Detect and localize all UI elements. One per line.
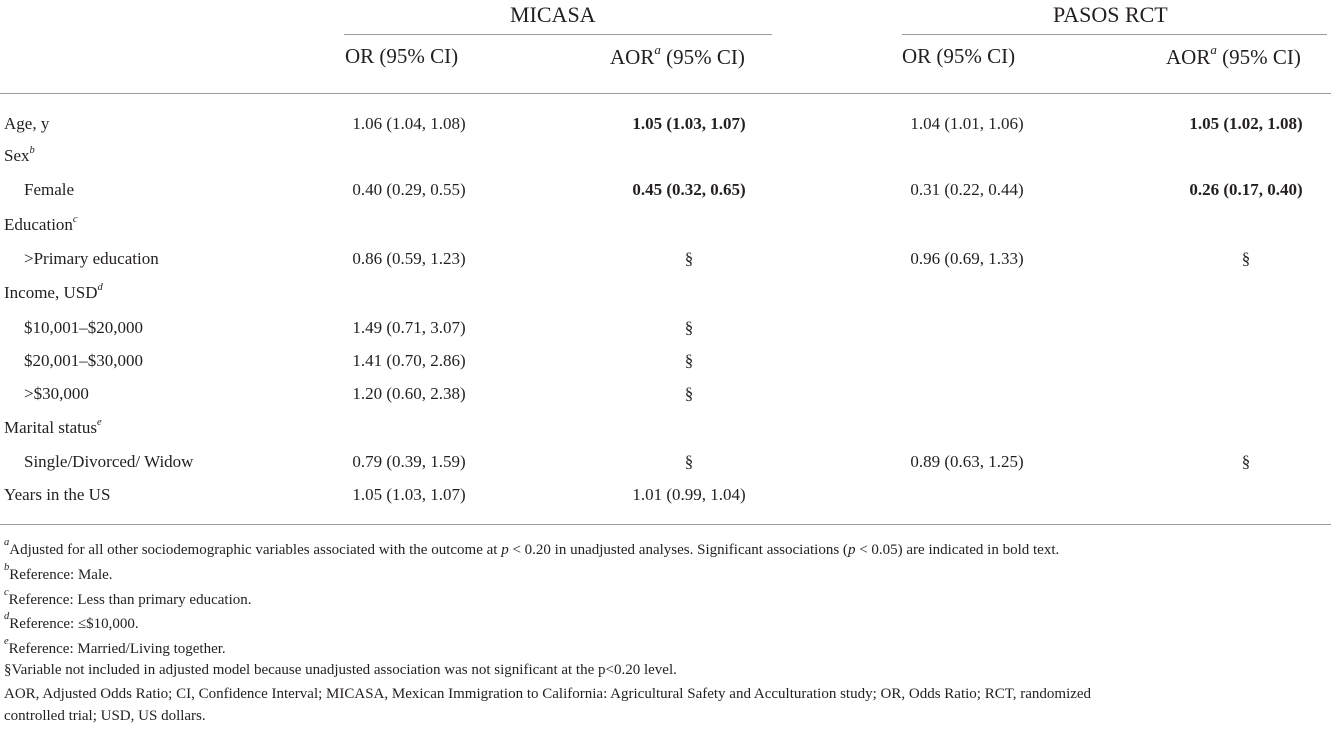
footnote-c: [4, 585, 251, 611]
row-label: Years in the US: [4, 485, 111, 504]
micasa-or-cell: 1.05 (1.03, 1.07): [352, 485, 466, 504]
table-row: [0, 176, 1331, 206]
row-label: Age, y: [4, 114, 50, 133]
row-label: Single/Divorced/ Widow: [24, 452, 194, 471]
pasos-or-cell: 0.31 (0.22, 0.44): [910, 180, 1024, 199]
row-label: [4, 215, 78, 235]
col-header-micasa-or: OR (95% CI): [345, 44, 459, 68]
table-row: [0, 279, 1331, 309]
col-header-pasos-aor: [1166, 44, 1301, 70]
footnote-marker: d: [4, 610, 10, 622]
table-bottom-rule: [0, 524, 1331, 525]
micasa-aor-cell: §: [684, 452, 694, 471]
aor-sup: a: [1210, 42, 1217, 58]
micasa-or-cell: 0.40 (0.29, 0.55): [352, 180, 466, 199]
header-bottom-rule: [0, 93, 1331, 94]
row-label: $20,001–$30,000: [24, 351, 143, 370]
table-row: [0, 414, 1331, 444]
pasos-aor-cell: §: [1241, 452, 1251, 471]
aor-label: AOR: [1166, 45, 1211, 69]
footnote-text: Adjusted for all other sociodemographic variables associated with the outcome at: [9, 542, 502, 558]
micasa-aor-cell: §: [684, 384, 694, 403]
row-label-sup: b: [29, 144, 35, 156]
footnote-text: < 0.05) are indicated in bold text.: [855, 542, 1060, 558]
micasa-aor-cell: 0.45 (0.32, 0.65): [632, 180, 746, 199]
row-label: [4, 418, 102, 438]
table-row: [0, 481, 1331, 511]
aor-ci: (95% CI): [660, 45, 745, 69]
row-label: $10,001–$20,000: [24, 318, 143, 337]
table-row: [0, 314, 1331, 344]
micasa-aor-cell: §: [684, 318, 694, 337]
table-row: [0, 380, 1331, 410]
row-label-text: Sex: [4, 146, 30, 165]
micasa-aor-cell: §: [684, 351, 694, 370]
footnote-text: Reference: ≤$10,000.: [9, 616, 139, 632]
footnote-text: Reference: Male.: [9, 567, 113, 583]
micasa-or-cell: 1.06 (1.04, 1.08): [352, 114, 466, 133]
table-row: [0, 347, 1331, 377]
footnote-abbreviations: [4, 683, 1329, 727]
table-row: [0, 110, 1331, 140]
micasa-aor-cell: 1.01 (0.99, 1.04): [632, 485, 746, 504]
abbrev-line-2: controlled trial; USD, US dollars.: [4, 708, 206, 724]
row-label-sup: c: [72, 213, 78, 225]
footnote-italic-p: p: [847, 542, 856, 558]
footnote-marker: c: [4, 586, 9, 598]
aor-label: AOR: [610, 45, 655, 69]
pasos-or-cell: 1.04 (1.01, 1.06): [910, 114, 1024, 133]
footnote-text: Reference: Less than primary education.: [8, 592, 252, 608]
group-underline-pasos: [902, 34, 1327, 35]
group-header-pasos: PASOS RCT: [1053, 2, 1168, 27]
micasa-or-cell: 1.20 (0.60, 2.38): [352, 384, 466, 403]
group-header-micasa: MICASA: [510, 2, 596, 27]
row-label: Female: [24, 180, 75, 199]
pasos-aor-cell: 1.05 (1.02, 1.08): [1189, 114, 1303, 133]
pasos-aor-cell: 0.26 (0.17, 0.40): [1189, 180, 1303, 199]
row-label-text: Education: [4, 215, 73, 234]
table-row: [0, 142, 1331, 172]
footnote-italic-p: p: [501, 542, 509, 558]
footnote-marker: e: [4, 635, 9, 647]
group-underline-micasa: [344, 34, 772, 35]
micasa-aor-cell: 1.05 (1.03, 1.07): [632, 114, 746, 133]
micasa-or-cell: 0.86 (0.59, 1.23): [352, 249, 466, 268]
pasos-or-cell: 0.96 (0.69, 1.33): [910, 249, 1024, 268]
row-label: [4, 146, 35, 166]
aor-ci: (95% CI): [1216, 45, 1301, 69]
aor-sup: a: [654, 42, 661, 58]
micasa-or-cell: 1.41 (0.70, 2.86): [352, 351, 466, 370]
micasa-or-cell: 1.49 (0.71, 3.07): [352, 318, 466, 337]
col-header-pasos-or: OR (95% CI): [902, 44, 1016, 68]
abbrev-line-1: AOR, Adjusted Odds Ratio; CI, Confidence Interval; MICASA, Mexican Immigration to California: Agricultural Safety and Acculturation study; OR, Odds Ratio; RCT, randomized: [4, 686, 1092, 702]
row-label-sup: e: [97, 416, 102, 428]
footnote-e: [4, 634, 226, 660]
footnote-b: [4, 560, 113, 586]
footnote-section: §Variable not included in adjusted model because unadjusted association was not significant at the p<0.20 level.: [4, 662, 677, 678]
row-label-text: Income, USD: [4, 283, 98, 302]
table-row: [0, 211, 1331, 241]
footnote-marker: a: [4, 536, 10, 548]
footnote-marker: b: [4, 561, 10, 573]
pasos-or-cell: 0.89 (0.63, 1.25): [910, 452, 1024, 471]
row-label: >$30,000: [24, 384, 89, 403]
row-label: >Primary education: [24, 249, 159, 268]
row-label-sup: d: [97, 281, 103, 293]
footnote-d: [4, 609, 139, 635]
table-row: [0, 448, 1331, 478]
micasa-or-cell: 0.79 (0.39, 1.59): [352, 452, 466, 471]
footnote-a: [4, 535, 1059, 561]
col-header-micasa-aor: [610, 44, 745, 70]
footnote-text: Reference: Married/Living together.: [8, 641, 226, 657]
table-row: [0, 245, 1331, 275]
micasa-aor-cell: §: [684, 249, 694, 268]
row-label-text: Marital status: [4, 418, 98, 437]
footnote-text: < 0.20 in unadjusted analyses. Significant associations (: [508, 542, 848, 558]
row-label: [4, 283, 103, 303]
pasos-aor-cell: §: [1241, 249, 1251, 268]
